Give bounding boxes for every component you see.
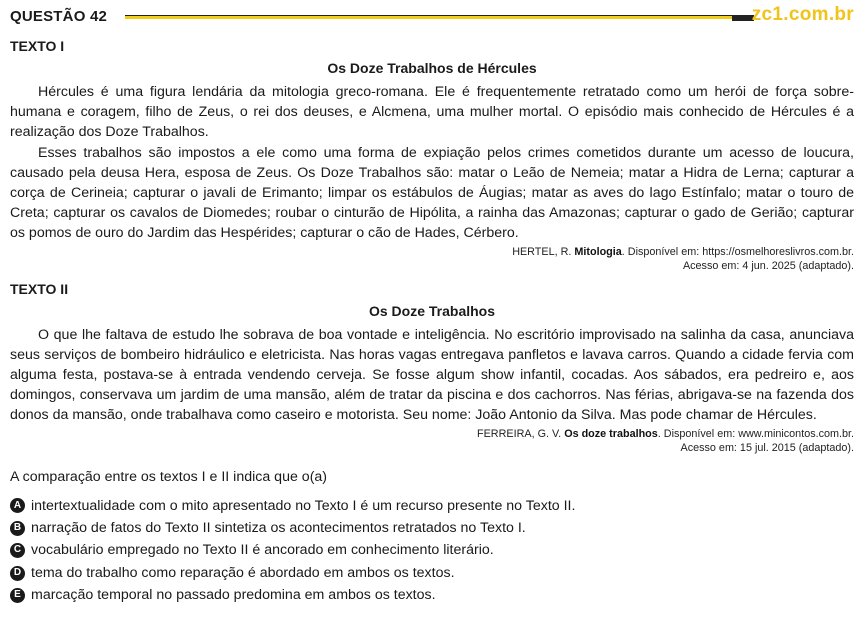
alternative-c[interactable] [10, 539, 854, 561]
texto2-label: TEXTO II [10, 280, 69, 297]
alternative-letter-badge: B [10, 521, 25, 536]
texto2-title: Os Doze Trabalhos [368, 302, 496, 319]
header-rule [125, 15, 734, 19]
texto2-source-access: Acesso em: 15 jul. 2015 (adaptado). [680, 441, 854, 454]
texto2-source [10, 427, 854, 455]
texto2-source-line [10, 427, 854, 441]
alternative-a[interactable] [10, 495, 854, 517]
alternative-text: narração de fatos do Texto II sintetiza os acontecimentos retratados no Texto I. [31, 520, 526, 537]
question-number: QUESTÃO 42 [10, 8, 108, 25]
alternative-text: marcação temporal no passado predomina em ambos os textos. [31, 587, 436, 604]
alternative-e[interactable] [10, 584, 854, 606]
texto1-source-line [10, 245, 854, 259]
texto2-source-author: FERREIRA, G. V. [476, 427, 565, 440]
alternative-b[interactable] [10, 517, 854, 539]
alternative-letter-badge: A [10, 498, 25, 513]
alternative-letter-badge: D [10, 566, 25, 581]
alternative-text: intertextualidade com o mito apresentado no Texto I é um recurso presente no Texto II. [31, 497, 576, 514]
texto1-source-rest: . Disponível em: https://osmelhoreslivros.com.br. [621, 245, 854, 258]
texto1-source-work: Mitologia [574, 245, 622, 258]
question-header [10, 6, 854, 32]
texto1-title: Os Doze Trabalhos de Hércules [327, 60, 537, 76]
texto2-paragraph: O que lhe faltava de estudo lhe sobrava de boa vontade e inteligência. No escritório improvisado na salinha da casa, anunciava seus serviços de bombeiro hidráulico e eletricista. Nas horas vagas entregava panfletos e lavava carros. Quando a cidade fervia com alguma festa, postava-se à entrada vendendo cerveja. Se fosse algum show infantil, cocadas. Aos sábados, era pedreiro e, aos domingos, conservava um jardim de uma mansão, além de tratar da piscina e dos cachorros. Nas férias, abrigava-se na fazenda dos donos da mansão, onde trabalhava como caseiro e motorista. Seu nome: João Antonio da Silva. Mas pode chamar de Hércules. [10, 326, 854, 424]
texto1-source-author: HERTEL, R. [512, 245, 575, 258]
texto2-source-work: Os doze trabalhos [564, 427, 658, 440]
brand-logo: zc1.com.br [751, 4, 854, 25]
header-rule-block [732, 15, 754, 21]
texto1-source-access: Acesso em: 4 jun. 2025 (adaptado). [682, 259, 854, 272]
texto1-source [10, 245, 854, 273]
alternative-letter-badge: E [10, 588, 25, 603]
question-prompt: A comparação entre os textos I e II indica que o(a) [10, 468, 328, 485]
texto1-paragraph: Hércules é uma figura lendária da mitologia greco-romana. Ele é frequentemente retratado como um herói de força sobre-humana e coragem, filho de Zeus, o rei dos deuses, e Alcmena, uma mulher mortal. O episódio mais conhecido de Hércules é a realização dos Doze Trabalhos. [10, 84, 854, 141]
alternative-text: vocabulário empregado no Texto II é ancorado em conhecimento literário. [31, 542, 494, 559]
texto2-source-rest: . Disponível em: www.minicontos.com.br. [657, 427, 854, 440]
alternative-d[interactable] [10, 562, 854, 584]
alternative-letter-badge: C [10, 543, 25, 558]
exam-page [10, 6, 854, 607]
alternative-text: tema do trabalho como reparação é abordado em ambos os textos. [31, 564, 455, 581]
texto1-label: TEXTO I [10, 38, 65, 54]
texto1-paragraph: Esses trabalhos são impostos a ele como uma forma de expiação pelos crimes cometidos durante um acesso de loucura, causado pela deusa Hera, esposa de Zeus. Os Doze Trabalhos são: matar o Leão de Nemeia; matar a Hidra de Lerna; capturar a corça de Cerineia; capturar o javali de Erimanto; limpar os estábulos de Áugias; matar as aves do lago Estínfalo; matar o touro de Creta; capturar os cavalos de Diomedes; roubar o cinturão de Hipólita, a rainha das Amazonas; capturar o gado de Gerião; capturar os pomos de ouro do Jardim das Hespérides; capturar o cão de Hades, Cérbero. [10, 144, 854, 242]
